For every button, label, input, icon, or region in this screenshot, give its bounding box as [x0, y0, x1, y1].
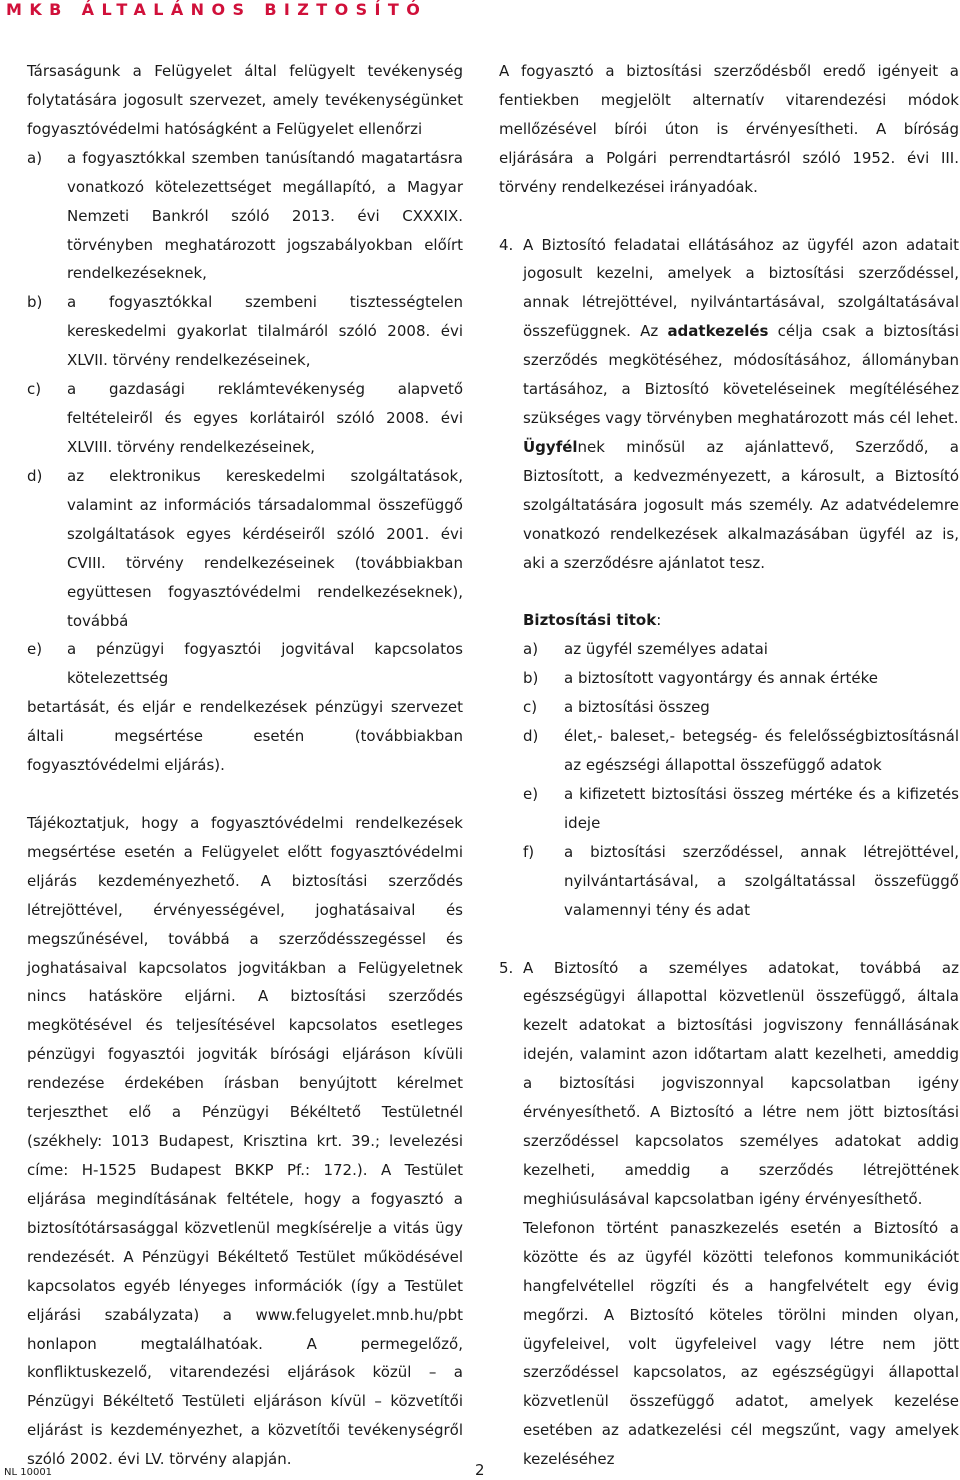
court-paragraph: A fogyasztó a biztosítási szerződésből eredő igényeit a fentiekben megjelölt alternatív vitarendezési módok mellőzésével bírói úton is érvényesítheti. A bíróság eljárására a Polgári perrendtartásról szóló 1952. évi III. törvény rendelkezései irányadóak.: [499, 62, 959, 196]
list-item-text: az elektronikus kereskedelmi szolgáltatások, valamint az információs társadalommal összefüggő szolgáltatások egyes kérdéseiről szóló 2001. évi CVIII. törvény rendelkezéseinek (továbbiakban együttesen fogyasztóvédelmi rendelkezéseknek), továbbá: [67, 466, 463, 630]
list-item: [27, 635, 463, 693]
list-item: [27, 288, 463, 375]
list-item: [523, 693, 959, 722]
supervision-list: [27, 144, 463, 694]
list-item-label: c): [27, 380, 42, 399]
paragraph-spacer: [27, 780, 463, 809]
phone-recording-paragraph: Telefonon történt panaszkezelés esetén a Biztosító a közötte és az ügyfél közötti telefonos kommunikációt hangfelvétellel rögzíti és a hangfelvételt egy évig megőrzi. A Biztosító köteles törölni minden olyan, ügyfeleivel, volt ügyfeleivel vagy létre nem jött szerződéssel kapcsolatos, az egészségügyi állapottal közvetlenül összefüggő adatot, amelyek kezelése esetében az adatkezelési cél megszűnt, vagy amelyek kezeléséhez: [523, 1218, 959, 1469]
paragraph-spacer: [523, 578, 959, 607]
bold-term: Ügyfél: [523, 437, 578, 456]
text-run: célja csak a biztosítási szerződés megkötéséhez, módosításához, állományban tartásához, a Biztosító követeléseinek megítéléséhez szükséges vagy törvényben meghatározott más cél lehet.: [523, 322, 959, 428]
page-header-title: MKB ÁLTALÁNOS BIZTOSÍTÓ: [6, 0, 428, 19]
list-item-text: a biztosított vagyontárgy és annak értéke: [564, 669, 878, 688]
list-item: [523, 635, 959, 664]
list-item: [27, 462, 463, 636]
list-item: [523, 838, 959, 925]
list-item-label: e): [523, 785, 539, 804]
list-item-text: a pénzügyi fogyasztói jogvitával kapcsolatos kötelezettség: [67, 640, 463, 688]
list-item-text: a biztosítási összeg: [564, 698, 710, 717]
section-body: [523, 954, 959, 1475]
left-column: [27, 57, 463, 1474]
list-item-label: e): [27, 640, 43, 659]
list-item-label: a): [27, 148, 43, 167]
list-item-text: a fogyasztókkal szembeni tisztességtelen kereskedelmi gyakorlat tilalmáról szóló 2008. évi XLVII. törvény rendelkezéseinek,: [67, 293, 463, 370]
list-item-text: a biztosítási szerződéssel, annak létrejöttével, nyilvántartásával, a szolgáltatással összefüggő valamennyi tény és adat: [564, 842, 959, 919]
list-item-label: d): [523, 727, 539, 746]
list-item: [27, 144, 463, 289]
section-body: [523, 231, 959, 925]
section-4: [499, 231, 959, 925]
bold-term: adatkezelés: [667, 322, 769, 341]
section-5: [499, 954, 959, 1475]
dispute-resolution-paragraph: Tájékoztatjuk, hogy a fogyasztóvédelmi rendelkezések megsértése esetén a Felügyelet előtt fogyasztóvédelmi eljárás kezdeményezhető. A biztosítási szerződés létrejöttével, érvényességével, joghatásaival és megszűnésével, továbbá a szerződésszegéssel és joghatásaival kapcsolatos jogvitákban a Felügyeletnek nincs hatásköre eljárni. A biztosítási szerződés megkötésével és teljesítésével kapcsolatos esetleges pénzügyi fogyasztói jogviták bírósági eljáráson kívüli rendezése érdekében írásban benyújtott kérelmet terjeszthet elő a Pénzügyi Békéltető Testületnél (székhely: 1013 Budapest, Krisztina krt. 39.; levelezési címe: H-1525 Budapest BKKP Pf.: 172.). A Testület eljárása megindításának feltétele, hogy a fogyasztó a biztosítótársasággal közvetlenül megkísérelje a vitás ügy rendezését. A Pénzügyi Békéltető Testület működésével kapcsolatos egyéb lényeges információk (így a Testület eljárási szabályzata) a www.felugyelet.mnb.hu/pbt honlapon megtalálhatóak. A permegelőző, konfliktuskezelő, vitarendezési eljárások közül – a Pénzügyi Békéltető Testületi eljáráson kívül – közvetítői eljárást is kezdeményezhet, a közvetítői tevékenységről szóló 2002. évi LV. törvény alapján.: [27, 813, 463, 1469]
list-item-label: b): [27, 293, 43, 312]
text-run: :: [656, 611, 662, 630]
text-run: A Biztosító feladatai ellátásához az ügyfél azon adatait jogosult kezelni, amelyek a biztosítási szerződéssel, annak létrejöttével, nyilvántartásával, szolgáltatásával összefüggnek. Az: [523, 235, 959, 341]
list-item: [523, 722, 959, 780]
list-item-text: a gazdasági reklámtevékenység alapvető feltételeiről és egyes korlátairól szóló 2008. évi XLVIII. törvény rendelkezéseinek,: [67, 380, 463, 456]
list-item-label: f): [523, 842, 535, 861]
list-item-label: d): [27, 466, 43, 485]
client-definition-paragraph: [523, 433, 959, 578]
list-item: [523, 780, 959, 838]
section-number: 4.: [499, 235, 514, 254]
insurance-secret-list: [523, 635, 959, 924]
list-item-text: élet,- baleset,- betegség- és felelősségbiztosításnál az egészségi állapottal összefüggő adatok: [564, 727, 959, 775]
list-item: [523, 664, 959, 693]
insurance-secret-heading: [523, 606, 959, 635]
closing-paragraph: betartását, és eljár e rendelkezések pénzügyi szervezet általi megsértése esetén (továbbiakban fogyasztóvédelmi eljárás).: [27, 698, 463, 775]
list-item-label: b): [523, 669, 539, 688]
retention-paragraph: A Biztosító a személyes adatokat, továbbá az egészségügyi állapottal közvetlenül összefüggő, általa kezelt adatokat a biztosítási jogviszony fennállásának idején, valamint azon időtartam alatt kezelheti, ameddig a biztosítási jogviszonnyal kapcsolatban igény érvényesíthető. A Biztosító a létre nem jött biztosítási szerződéssel kapcsolatos személyes adatokat addig kezelheti, ameddig a szerződés létrejöttének meghiúsulásával kapcsolatban igény érvényesíthető.: [523, 958, 959, 1208]
paragraph-spacer: [499, 202, 959, 231]
intro-paragraph: Társaságunk a Felügyelet által felügyelt tevékenység folytatására jogosult szervezet, amely tevékenységünket fogyasztóvédelmi hatóságként a Felügyelet ellenőrzi: [27, 62, 463, 138]
section-number: 5.: [499, 958, 514, 977]
data-processing-paragraph: [523, 231, 959, 433]
right-column: [499, 57, 959, 1474]
list-item-text: a fogyasztókkal szemben tanúsítandó magatartásra vonatkozó kötelezettséget megállapító, a Magyar Nemzeti Bankról szóló 2013. évi CXXXIX. törvényben meghatározott jogszabályokban előírt rendelkezéseknek,: [67, 148, 463, 283]
list-item-label: c): [523, 698, 538, 717]
paragraph-spacer: [499, 925, 959, 954]
document-code: NL 10001: [4, 1467, 53, 1478]
bold-term: Biztosítási titok: [523, 611, 657, 630]
list-item-text: az ügyfél személyes adatai: [564, 640, 768, 659]
list-item-label: a): [523, 640, 539, 659]
text-run: nek minősül az ajánlattevő, Szerződő, a Biztosított, a kedvezményezett, a károsult, a Biztosító szolgáltatására jogosult más személy. Az adatvédelemre vonatkozó rendelkezések alkalmazásában ügyfél az is, aki a szerződésre ajánlatot tesz.: [523, 437, 959, 572]
page-number: 2: [475, 1461, 485, 1479]
list-item-text: a kifizetett biztosítási összeg mértéke és a kifizetés ideje: [564, 785, 959, 832]
list-item: [27, 375, 463, 462]
